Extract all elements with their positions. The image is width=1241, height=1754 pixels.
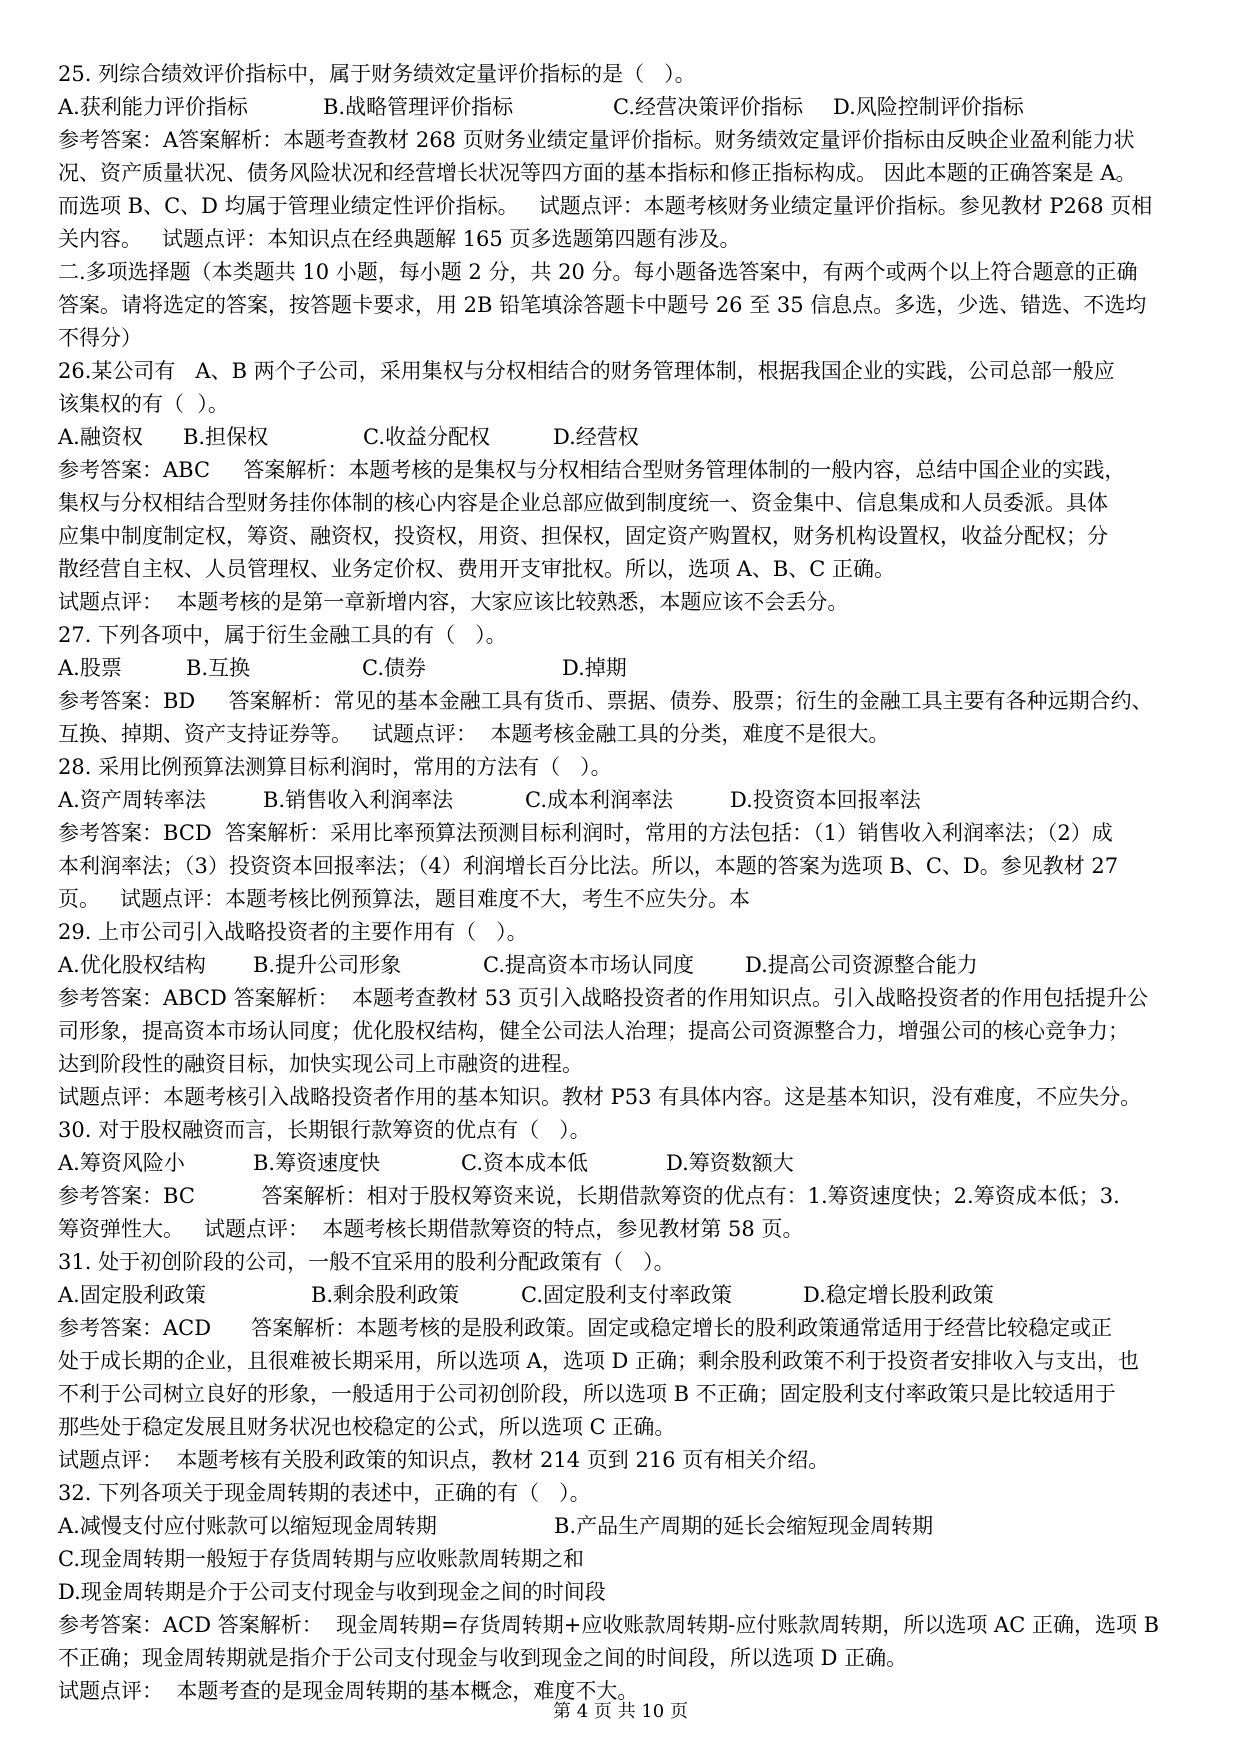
question-30-answer: 参考答案：BC 答案解析：相对于股权筹资来说，长期借款筹资的优点有：1.筹资速度快；2.筹资成本低；3.	[58, 1184, 1120, 1208]
question-28-answer: 参考答案：BCD 答案解析：采用比率预算法预测目标利润时，常用的方法包括：（1）销售收入利润率法；（2）成	[58, 821, 1113, 845]
document-page	[58, 58, 1186, 1708]
option-a: A.优化股权结构	[58, 953, 206, 977]
question-31-comment: 试题点评： 本题考核有关股利政策的知识点，教材 214 页到 216 页有相关介绍。	[58, 1448, 830, 1472]
option-d: D.稳定增长股利政策	[803, 1283, 994, 1307]
section-heading: 二.多项选择题（本类题共 10 小题，每小题 2 分，共 20 分。每小题备选答案中，有两个或两个以上符合题意的正确	[58, 260, 1138, 284]
option-c: C.经营决策评价指标	[613, 95, 803, 119]
question-29-answer: 司形象，提高资本市场认同度；优化股权结构，健全公司法人治理；提高公司资源整合力，增强公司的核心竞争力；	[58, 1019, 1129, 1043]
question-30-stem: 30. 对于股权融资而言，长期银行款筹资的优点有（ ）。	[58, 1118, 591, 1142]
question-26-stem: 26.某公司有 A、B 两个子公司，采用集权与分权相结合的财务管理体制，根据我国企业的实践，公司总部一般应	[58, 359, 1115, 383]
question-28-answer: 页。 试题点评：本题考核比例预算法，题目难度不大，考生不应失分。本	[58, 887, 751, 911]
option-c: C.资本成本低	[461, 1151, 588, 1175]
question-31-answer: 处于成长期的企业，且很难被长期采用，所以选项 A，选项 D 正确；剩余股利政策不利于投资者安排收入与支出，也	[58, 1349, 1140, 1373]
question-29-answer: 达到阶段性的融资目标，加快实现公司上市融资的进程。	[58, 1052, 583, 1076]
question-27-answer: 互换、掉期、资产支持证券等。 试题点评： 本题考核金融工具的分类，难度不是很大。	[58, 722, 890, 746]
option-b: B.互换	[186, 656, 251, 680]
question-31-stem: 31. 处于初创阶段的公司，一般不宜采用的股利分配政策有（ ）。	[58, 1250, 675, 1274]
question-28-options	[58, 784, 1186, 817]
section-heading: 不得分）	[58, 326, 142, 350]
question-27-answer: 参考答案：BD 答案解析：常见的基本金融工具有货币、票据、债券、股票；衍生的金融工具主要有各种远期合约、	[58, 689, 1153, 713]
question-32-options	[58, 1510, 1186, 1543]
question-28-stem: 28. 采用比例预算法测算目标利润时，常用的方法有（ ）。	[58, 755, 612, 779]
option-a: A.资产周转率法	[58, 788, 206, 812]
question-30-options	[58, 1147, 1186, 1180]
question-27-options	[58, 652, 1186, 685]
option-a: A.融资权	[58, 425, 143, 449]
question-25-answer: 况、资产质量状况、债务风险状况和经营增长状况等四方面的基本指标和修正指标构成。 因此本题的正确答案是 A。	[58, 161, 1137, 185]
question-31-options	[58, 1279, 1186, 1312]
option-d: D.经营权	[553, 425, 639, 449]
page-footer: 第 4 页 共 10 页	[553, 1701, 688, 1722]
option-a: A.减慢支付应付账款可以缩短现金周转期	[58, 1514, 437, 1538]
option-c: C.提高资本市场认同度	[483, 953, 694, 977]
question-32-stem: 32. 下列各项关于现金周转期的表述中，正确的有（ ）。	[58, 1481, 591, 1505]
option-b: B.销售收入利润率法	[263, 788, 454, 812]
question-32-answer: 参考答案：ACD 答案解析： 现金周转期=存货周转期+应收账款周转期-应付账款周转期，所以选项 AC 正确，选项 B	[58, 1613, 1160, 1637]
option-d: D.筹资数额大	[666, 1151, 794, 1175]
question-29-comment: 试题点评：本题考核引入战略投资者作用的基本知识。教材 P53 有具体内容。这是基本知识，没有难度，不应失分。	[58, 1085, 1142, 1109]
question-29-stem: 29. 上市公司引入战略投资者的主要作用有（ ）。	[58, 920, 528, 944]
option-c: C.成本利润率法	[525, 788, 673, 812]
question-26-answer: 散经营自主权、人员管理权、业务定价权、费用开支审批权。所以，选项 A、B、C 正确。	[58, 557, 896, 581]
question-25-options	[58, 91, 1186, 124]
option-b: B.战略管理评价指标	[323, 95, 514, 119]
option-c: C.收益分配权	[363, 425, 490, 449]
question-25-answer: 参考答案：A答案解析：本题考查教材 268 页财务业绩定量评价指标。财务绩效定量评价指标由反映企业盈利能力状	[58, 128, 1135, 152]
option-b: B.提升公司形象	[253, 953, 402, 977]
question-28-answer: 本利润率法；（3）投资资本回报率法；（4）利润增长百分比法。所以，本题的答案为选项 B、C、D。参见教材 27	[58, 854, 1119, 878]
question-29-answer: 参考答案：ABCD 答案解析： 本题考查教材 53 页引入战略投资者的作用知识点。引入战略投资者的作用包括提升公	[58, 986, 1148, 1010]
question-26-options	[58, 421, 1186, 454]
question-31-answer: 不利于公司树立良好的形象，一般适用于公司初创阶段，所以选项 B 不正确；固定股利支付率政策只是比较适用于	[58, 1382, 1116, 1406]
question-26-answer: 参考答案：ABC 答案解析：本题考核的是集权与分权相结合型财务管理体制的一般内容，总结中国企业的实践，	[58, 458, 1126, 482]
option-a: A.筹资风险小	[58, 1151, 185, 1175]
option-a: A.股票	[58, 656, 122, 680]
option-a: A.获利能力评价指标	[58, 95, 248, 119]
option-c: C.债券	[362, 656, 426, 680]
question-29-options	[58, 949, 1186, 982]
option-b: B.担保权	[183, 425, 269, 449]
question-32-comment: 试题点评： 本题考查的是现金周转期的基本概念，难度不大。	[58, 1679, 639, 1703]
option-c: C.现金周转期一般短于存货周转期与应收账款周转期之和	[58, 1547, 584, 1571]
option-a: A.固定股利政策	[58, 1283, 206, 1307]
option-d: D.现金周转期是介于公司支付现金与收到现金之间的时间段	[58, 1580, 606, 1604]
section-heading: 答案。请将选定的答案，按答题卡要求，用 2B 铅笔填涂答题卡中题号 26 至 35 信息点。多选，少选、错选、不选均	[58, 293, 1147, 317]
question-26-answer: 应集中制度制定权，筹资、融资权，投资权，用资、担保权，固定资产购置权，财务机构设置权，收益分配权；分	[58, 524, 1108, 548]
option-d: D.掉期	[562, 656, 627, 680]
question-25-stem: 25. 列综合绩效评价指标中，属于财务绩效定量评价指标的是（ ）。	[58, 62, 696, 86]
option-d: D.投资资本回报率法	[730, 788, 921, 812]
option-b: B.筹资速度快	[253, 1151, 381, 1175]
question-30-answer: 筹资弹性大。 试题点评： 本题考核长期借款筹资的特点，参见教材第 58 页。	[58, 1217, 804, 1241]
question-26-answer: 集权与分权相结合型财务挂你体制的核心内容是企业总部应做到制度统一、资金集中、信息集成和人员委派。具体	[58, 491, 1108, 515]
question-26-stem: 该集权的有（ ）。	[58, 392, 229, 416]
option-d: D.风险控制评价指标	[833, 95, 1024, 119]
question-27-stem: 27. 下列各项中，属于衍生金融工具的有（ ）。	[58, 623, 507, 647]
option-c: C.固定股利支付率政策	[521, 1283, 732, 1307]
option-b: B.剩余股利政策	[311, 1283, 460, 1307]
question-25-answer: 而选项 B、C、D 均属于管理业绩定性评价指标。 试题点评：本题考核财务业绩定量评价指标。参见教材 P268 页相	[58, 194, 1153, 218]
question-31-answer: 参考答案：ACD 答案解析：本题考核的是股利政策。固定或稳定增长的股利政策通常适用于经营比较稳定或正	[58, 1316, 1113, 1340]
question-31-answer: 那些处于稳定发展且财务状况也校稳定的公式，所以选项 C 正确。	[58, 1415, 676, 1439]
question-32-answer: 不正确；现金周转期就是指介于公司支付现金与收到现金之间的时间段，所以选项 D 正确。	[58, 1646, 908, 1670]
question-25-answer: 关内容。 试题点评：本知识点在经典题解 165 页多选题第四题有涉及。	[58, 227, 741, 251]
option-b: B.产品生产周期的延长会缩短现金周转期	[554, 1514, 934, 1538]
option-d: D.提高公司资源整合能力	[745, 953, 978, 977]
question-26-comment: 试题点评： 本题考核的是第一章新增内容，大家应该比较熟悉，本题应该不会丢分。	[58, 590, 849, 614]
